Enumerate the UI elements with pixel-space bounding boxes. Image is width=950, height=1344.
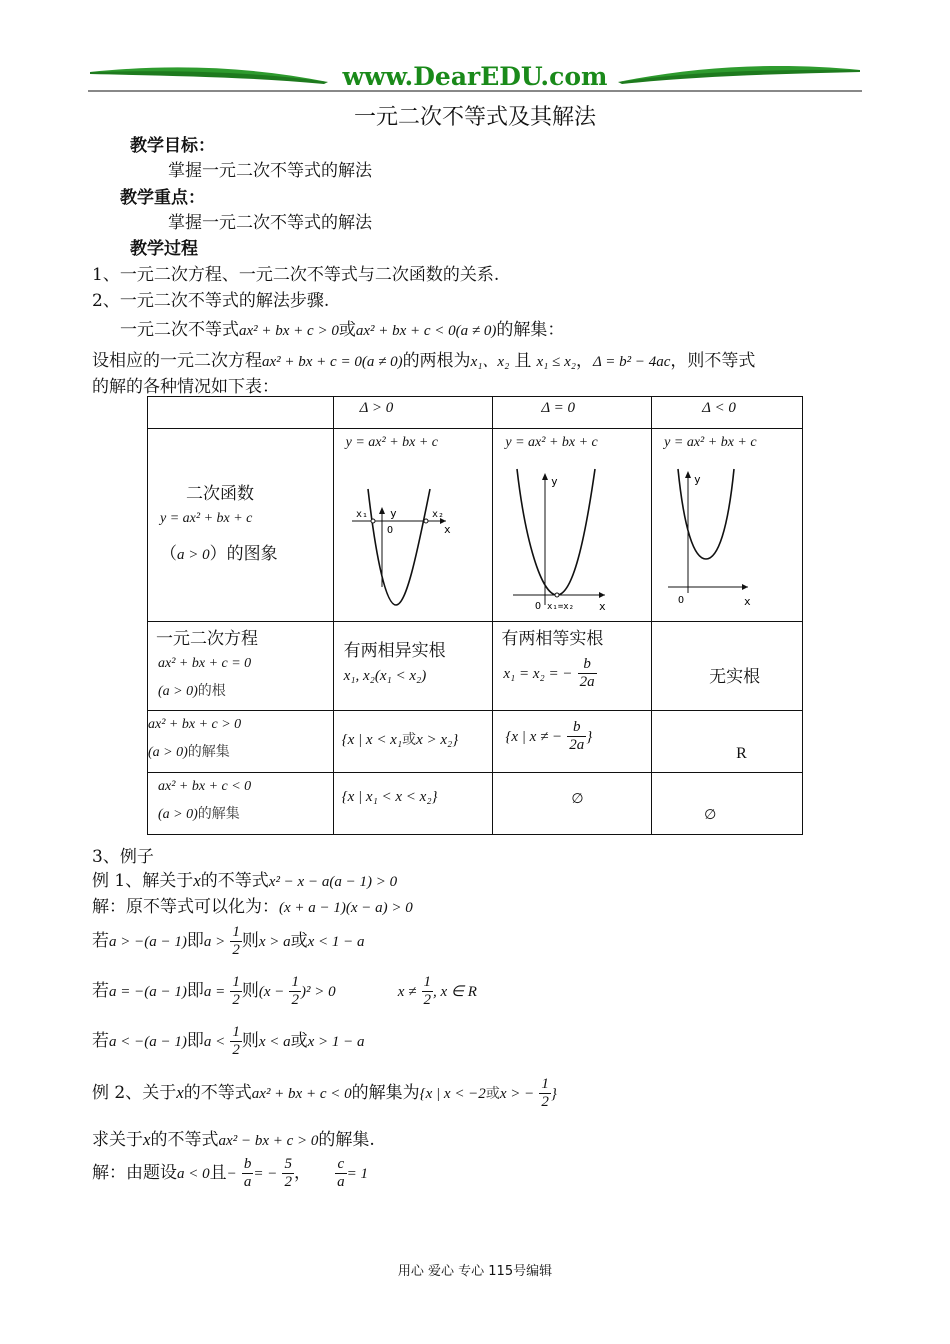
inequality: ax² − bx + c > 0 xyxy=(218,1133,319,1149)
item-2: 2、一元二次不等式的解法步骤. xyxy=(92,291,330,311)
case-text: 则 xyxy=(241,931,259,951)
goal-label: 教学目标： xyxy=(130,136,215,156)
fraction xyxy=(539,1076,551,1111)
intro-text: ， xyxy=(575,351,593,371)
numerator: 1 xyxy=(541,1076,549,1092)
variable: x xyxy=(176,1083,184,1102)
row-label-gt xyxy=(148,711,334,773)
page-footer: 用心 爱心 专心 115号编辑 xyxy=(397,1264,553,1279)
discriminant: Δ = b² − 4ac xyxy=(592,354,671,370)
numerator: 5 xyxy=(284,1156,292,1172)
example-1-solution-start xyxy=(92,892,413,917)
site-logo: www.DearEDU.com xyxy=(342,62,608,91)
equals: = 1 xyxy=(346,1166,368,1182)
set-part: {x | x < x₁ xyxy=(341,732,403,748)
example-2-question xyxy=(92,1125,375,1150)
solution-set: {x | x < −2 xyxy=(419,1086,486,1102)
y-axis-arrow xyxy=(379,507,385,514)
row-label-formula: y = ax² + bx + c xyxy=(160,511,253,526)
equation-cell-no-root xyxy=(652,622,803,711)
condition: (a > 0) xyxy=(158,807,198,822)
parabola-curve xyxy=(368,489,430,605)
solution-set: } xyxy=(550,1086,557,1102)
solution-text: ， xyxy=(293,1163,311,1183)
lt-solution-double-root xyxy=(493,773,652,835)
y-label: y xyxy=(694,473,701,486)
header-delta-positive xyxy=(333,397,493,429)
two-equal-roots-text: 有两相等实根 xyxy=(501,629,604,649)
lt-solution-no-root xyxy=(652,773,803,835)
gt-solution-set xyxy=(505,719,592,754)
case-formula: x > 1 − a xyxy=(307,1034,365,1050)
equation-cell-double-root xyxy=(493,622,652,711)
example-1-statement xyxy=(92,866,397,891)
example-2-statement xyxy=(92,1076,557,1111)
intro-line-1 xyxy=(120,315,564,340)
case-text: 即 xyxy=(186,1031,204,1051)
row-label-formula: ax² + bx + c > 0 xyxy=(148,717,242,732)
row-label-text: ）的图象 xyxy=(209,544,278,564)
case-text: 即 xyxy=(186,931,204,951)
page-title: 一元二次不等式及其解法 xyxy=(353,105,596,130)
origin-label: O xyxy=(386,525,393,536)
case-text: 或 xyxy=(290,1031,308,1051)
variable: x xyxy=(143,1130,151,1149)
graph-cell-two-roots xyxy=(333,429,493,622)
row-label-text: 二次函数 xyxy=(186,484,254,504)
case-text: 若 xyxy=(92,1031,109,1051)
example-text: 例 1、解关于 xyxy=(92,871,194,891)
fraction xyxy=(578,656,597,691)
parabola-two-roots-graph xyxy=(334,429,494,622)
lt-solution-set: {x | x₁ < x < x₂} xyxy=(341,789,438,805)
question-text: 的解集. xyxy=(318,1130,375,1150)
row-label-graph xyxy=(148,429,334,622)
lt-solution-two-roots xyxy=(333,773,493,835)
case-text: 若 xyxy=(92,981,109,1001)
case-formula: a = −(a − 1) xyxy=(109,984,187,1000)
header-delta-negative xyxy=(652,397,803,429)
case-formula: x > a xyxy=(258,934,291,950)
solution-table xyxy=(147,396,803,835)
row-label-condition xyxy=(158,803,240,823)
or-text: 或 xyxy=(402,732,417,748)
or-text: 或 xyxy=(338,320,356,340)
denominator: 2 xyxy=(232,992,240,1008)
denominator: 2 xyxy=(232,942,240,958)
table-row-lt-solution xyxy=(148,773,803,835)
row-label-lt xyxy=(148,773,334,835)
denominator: 2 xyxy=(541,1094,549,1110)
section-3-heading: 3、例子 xyxy=(92,847,154,867)
numerator: 1 xyxy=(232,974,240,990)
case-formula: )² > 0 xyxy=(300,984,336,1000)
fraction xyxy=(242,1156,254,1191)
fraction xyxy=(422,974,434,1009)
case-text: 则 xyxy=(241,981,259,1001)
y-label: y xyxy=(551,475,558,488)
row-label-text: 的解集 xyxy=(197,806,240,822)
case-formula: a < −(a − 1) xyxy=(109,1034,187,1050)
numerator: c xyxy=(335,1156,347,1174)
row-label-formula: ax² + bx + c = 0 xyxy=(158,656,252,671)
example-1-case-2 xyxy=(92,974,477,1009)
x-label: x xyxy=(744,595,751,608)
inequality-lt: ax² + bx + c < 0(a ≠ 0) xyxy=(355,323,497,339)
inequality: x² − x − a(a − 1) > 0 xyxy=(268,874,398,890)
factored-form: (x + a − 1)(x − a) > 0 xyxy=(279,900,413,916)
set-part: } xyxy=(586,729,593,745)
denominator: a xyxy=(337,1174,345,1190)
y-label: y xyxy=(389,507,397,520)
intro-line-3: 的解的各种情况如下表： xyxy=(92,377,279,397)
parabola-double-root-graph xyxy=(493,429,652,622)
parabola-curve xyxy=(678,469,734,559)
x-label: x xyxy=(599,600,606,613)
graph-cell-double-root xyxy=(493,429,652,622)
intro-text: 一元二次不等式 xyxy=(120,320,239,340)
denominator: 2 xyxy=(284,1174,292,1190)
case-text: 或 xyxy=(290,931,308,951)
condition: (a > 0) xyxy=(148,745,188,760)
roots: x₁、x₂ xyxy=(470,354,510,370)
header-label: Δ > 0 xyxy=(359,400,394,416)
row-label-condition xyxy=(148,741,230,761)
case-formula: , x ∈ R xyxy=(433,984,477,1000)
case-formula: x < a xyxy=(258,1034,291,1050)
denominator: a xyxy=(243,1174,252,1190)
root-point xyxy=(371,519,375,523)
table-header-row xyxy=(148,397,803,429)
header-label: Δ = 0 xyxy=(541,400,576,416)
function-label: y = ax² + bx + c xyxy=(345,435,439,450)
two-distinct-roots-text: 有两相异实根 xyxy=(343,641,446,661)
case-formula: a > −(a − 1) xyxy=(109,934,187,950)
denominator: 2 xyxy=(291,992,299,1008)
minus: − xyxy=(226,1166,237,1182)
origin-label: O xyxy=(678,595,685,606)
root-order: x₁ ≤ x₂ xyxy=(536,354,576,370)
double-root-formula xyxy=(503,656,596,691)
table-row-gt-solution xyxy=(148,711,803,773)
gt-solution-set xyxy=(342,729,459,749)
example-1-case-1 xyxy=(92,924,365,959)
example-2-solution xyxy=(92,1156,368,1191)
case-formula: a > xyxy=(203,934,226,950)
solution-text: 解：由题设 xyxy=(92,1163,177,1183)
double-root-label: x₁=x₂ xyxy=(547,602,575,612)
process-label: 教学过程 xyxy=(130,239,198,259)
intro-text: 的两根为 xyxy=(402,351,471,371)
x-label: x xyxy=(443,523,451,536)
gt-solution-double-root xyxy=(493,711,652,773)
x1-label: x₁ xyxy=(355,509,368,520)
row-label-condition xyxy=(160,539,278,564)
row-label-text: 的解集 xyxy=(187,744,230,760)
or-text: 或 xyxy=(485,1086,500,1102)
numerator: 1 xyxy=(232,1024,240,1040)
case-formula: x < 1 − a xyxy=(307,934,365,950)
numerator: b xyxy=(578,656,597,674)
example-text: 的解集为 xyxy=(351,1083,420,1103)
gt-solution-no-root xyxy=(652,711,803,773)
numerator: 1 xyxy=(423,974,431,990)
case-text: 则 xyxy=(241,1031,259,1051)
formula-part: x₁ = x₂ = − xyxy=(503,666,573,682)
fraction xyxy=(289,974,301,1009)
fraction xyxy=(230,974,242,1009)
row-label-condition xyxy=(158,680,226,700)
y-axis-arrow xyxy=(685,471,691,478)
gt-solution-two-roots xyxy=(333,711,493,773)
two-distinct-roots-formula: x₁, x₂(x₁ < x₂) xyxy=(343,668,427,684)
case-formula: a = xyxy=(203,984,226,1000)
case-text: 若 xyxy=(92,931,109,951)
example-text: 的不等式 xyxy=(183,1083,252,1103)
header-delta-zero xyxy=(493,397,652,429)
double-root-point xyxy=(555,593,559,597)
set-part: x > x₂} xyxy=(416,732,459,748)
header-banner xyxy=(88,60,862,94)
denominator: 2a xyxy=(579,674,595,690)
table-row-equation xyxy=(148,622,803,711)
numerator: 1 xyxy=(291,974,299,990)
example-text: 例 2、关于 xyxy=(92,1083,177,1103)
item-1: 1、一元二次方程、一元二次不等式与二次函数的关系. xyxy=(92,265,500,285)
case-formula: a < xyxy=(203,1034,226,1050)
function-label: y = ax² + bx + c xyxy=(664,435,757,450)
row-label-text: 的根 xyxy=(197,683,226,699)
denominator: 2 xyxy=(232,1042,240,1058)
equals: = − xyxy=(253,1166,278,1182)
intro-text: ，则不等式 xyxy=(670,351,756,371)
condition: a < 0 xyxy=(177,1166,210,1182)
case-text: 即 xyxy=(186,981,204,1001)
fraction xyxy=(230,1024,242,1059)
table-row-graph xyxy=(148,429,803,622)
row-label-text: 一元二次方程 xyxy=(156,629,258,649)
numerator: 1 xyxy=(232,924,240,940)
numerator: b xyxy=(243,1156,252,1172)
empty-set-symbol: ∅ xyxy=(704,807,717,823)
denominator: 2 xyxy=(423,992,431,1008)
function-label: y = ax² + bx + c xyxy=(505,435,598,450)
empty-set-symbol: ∅ xyxy=(571,791,584,807)
parabola-no-root-graph xyxy=(652,429,803,622)
solution-text: 且 xyxy=(209,1163,227,1183)
origin-label: O xyxy=(535,601,542,612)
variable: x xyxy=(193,871,201,890)
row-label-equation xyxy=(148,622,334,711)
equation-cell-two-roots xyxy=(333,622,493,711)
fraction xyxy=(230,924,242,959)
real-set-text: R xyxy=(736,745,747,762)
inequality: ax² + bx + c < 0 xyxy=(251,1086,352,1102)
example-text: 的不等式 xyxy=(200,871,269,891)
table-corner-cell xyxy=(148,397,334,429)
denominator: 2a xyxy=(569,737,585,753)
root-point xyxy=(424,519,428,523)
condition: a > 0 xyxy=(177,547,210,563)
paren: （ xyxy=(160,544,177,564)
solution-set: x > − xyxy=(499,1086,535,1102)
header-label: Δ < 0 xyxy=(702,400,736,416)
case-formula: x ≠ xyxy=(397,984,417,1000)
focus-text: 掌握一元二次不等式的解法 xyxy=(168,213,372,233)
fraction xyxy=(335,1156,347,1191)
inequality-gt: ax² + bx + c > 0 xyxy=(239,323,339,339)
y-axis-arrow xyxy=(542,473,548,480)
question-text: 求关于 xyxy=(92,1130,143,1150)
intro-line-2 xyxy=(92,346,755,371)
goal-text: 掌握一元二次不等式的解法 xyxy=(168,161,372,181)
question-text: 的不等式 xyxy=(150,1130,219,1150)
intro-text: 设相应的一元二次方程 xyxy=(92,351,262,371)
x-axis-arrow xyxy=(742,584,748,590)
intro-text: 且 xyxy=(514,351,532,371)
row-label-formula: ax² + bx + c < 0 xyxy=(158,779,252,794)
solution-text: 解：原不等式可以化为： xyxy=(92,897,279,917)
x2-label: x₂ xyxy=(431,509,444,520)
intro-text-end: 的解集： xyxy=(496,320,565,340)
example-1-case-3 xyxy=(92,1024,365,1059)
set-part: {x | x ≠ − xyxy=(505,729,563,745)
condition: (a > 0) xyxy=(158,684,198,699)
focus-label: 教学重点： xyxy=(120,188,205,208)
fraction xyxy=(282,1156,294,1191)
graph-cell-no-root xyxy=(652,429,803,622)
numerator: b xyxy=(567,719,586,737)
case-formula: (x − xyxy=(258,984,285,1000)
equation: ax² + bx + c = 0(a ≠ 0) xyxy=(262,354,403,370)
x-axis-arrow xyxy=(599,592,605,598)
no-real-root-text: 无实根 xyxy=(709,667,761,687)
fraction xyxy=(567,719,586,754)
